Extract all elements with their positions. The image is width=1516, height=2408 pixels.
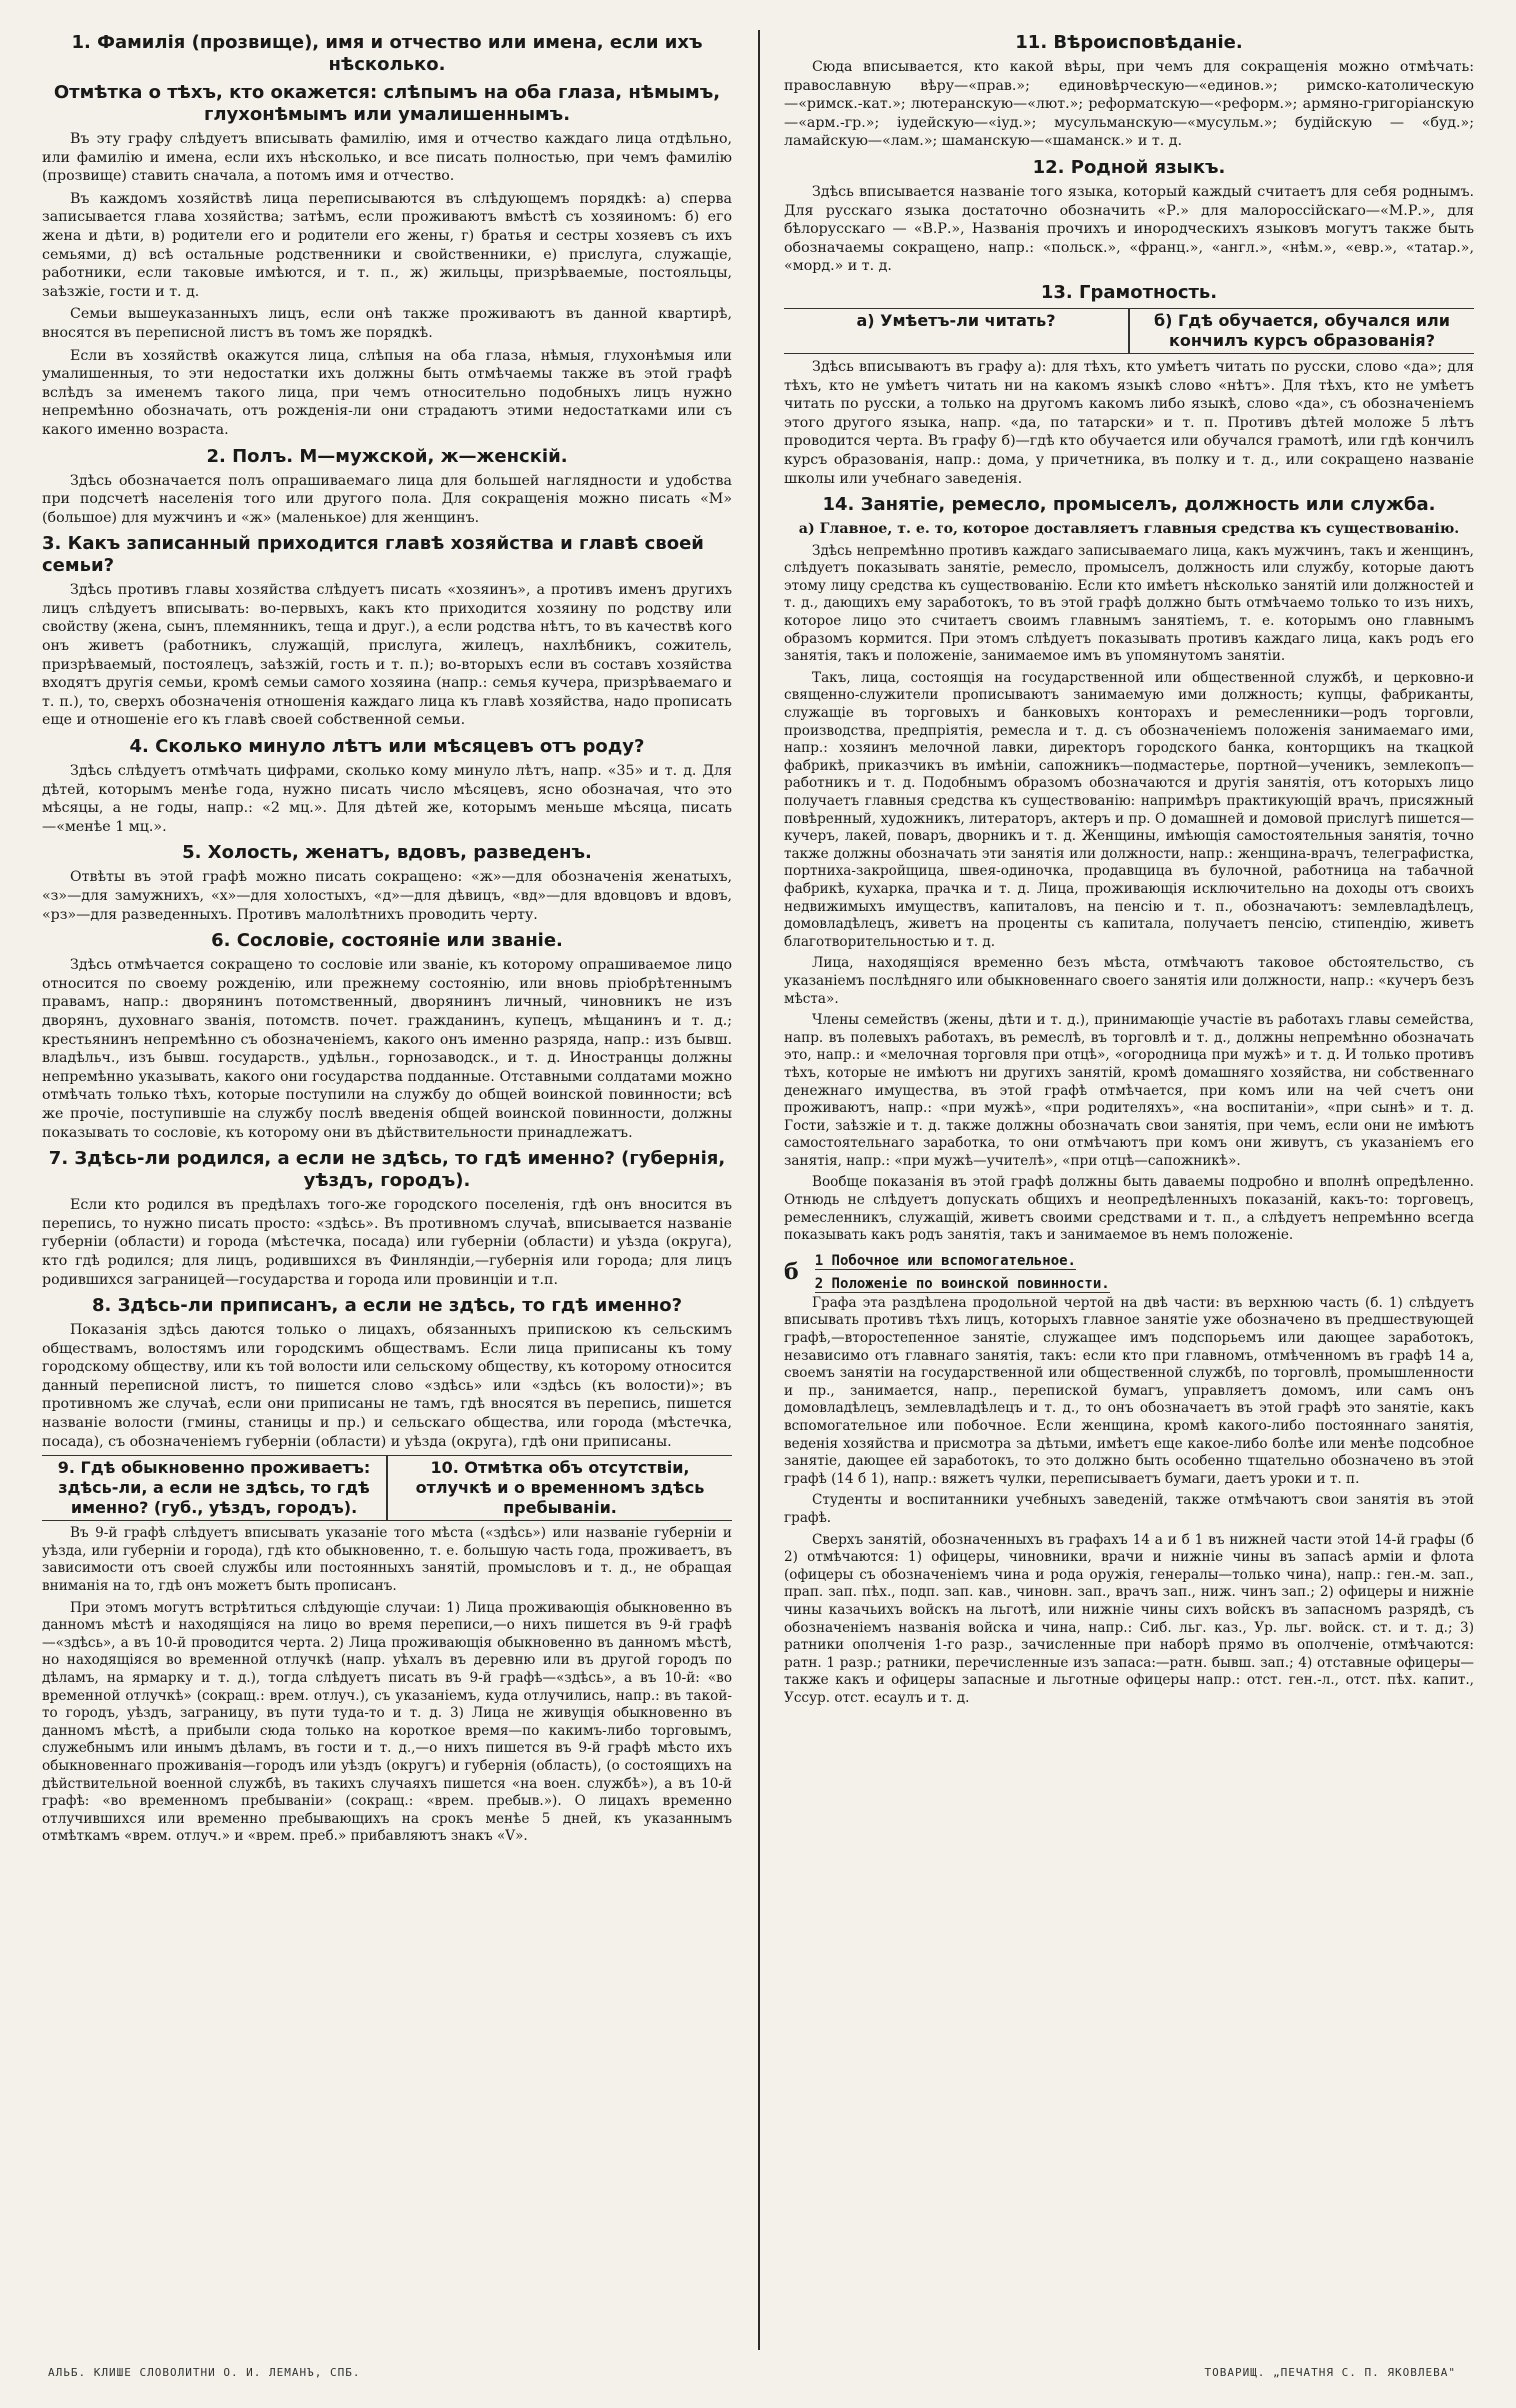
paragraph: Вообще показанія въ этой графѣ должны быть даваемы подробно и вполнѣ опредѣленно. Отнюдь не слѣдуетъ допускать общихъ и неопредѣленныхъ показаній, какъ-то: торговецъ, ремесленникъ, служащій, живетъ своими средствами и т. п., а слѣдуетъ непремѣнно всегда показывать какъ родъ занятія, такъ и занимаемое въ немъ положеніе. (784, 1174, 1474, 1244)
section-3-heading: 3. Какъ записанный приходится главѣ хозяйства и главѣ своей семьи? (42, 533, 704, 577)
section-14b-heading (784, 1249, 1474, 1295)
section-13-subheader (784, 308, 1474, 354)
paragraph: Сверхъ занятій, обозначенныхъ въ графахъ 14 а и б 1 въ нижней части этой 14-й графы (б 2) отмѣчаются: 1) офицеры, чиновники, врачи и нижніе чины въ запасѣ арміи и флота (офицеры съ обозначеніемъ чина и рода оружія, генералы—только чина), напр.: ген.-м. зап., прап. зап. пѣх., подп. зап. кав., чиновн. зап., врачъ зап., ниж. чинъ зап.; 2) офицеры и нижніе чины казачьихъ войскъ на льготѣ, или нижніе чины сихъ войскъ въ запасномъ разрядѣ, съ обозначеніемъ названія войска и чина, напр.: Сиб. льг. каз., Ур. льг. войск. ст. и т. д.; 3) ратники ополченія 1-го разр., зачисленные при наборѣ прямо въ ополченіе, отмѣчаются: ратн. 1 разр.; ратники, перечисленные изъ запаса:—ратн. бывш. зап.; 4) отставные офицеры—также какъ и офицеры запасные и льготные офицеры напр.: отст. ген.-л., отст. пѣх. капит., Уссур. отст. есаулъ и т. д. (784, 1531, 1474, 1706)
section-5-heading: 5. Холость, женатъ, вдовъ, разведенъ. (182, 842, 592, 864)
section-10-heading: 10. Отмѣтка объ отсутствіи, отлучкѣ и о временномъ здѣсь пребываніи. (386, 1456, 732, 1520)
section-13-heading: 13. Грамотность. (1040, 281, 1218, 303)
section-1-heading: 1. Фамилія (прозвище), имя и отчество или имена, если ихъ нѣсколько. (71, 32, 703, 75)
paragraph: Въ 9-й графѣ слѣдуетъ вписывать указаніе того мѣста («здѣсь») или названіе губерніи и уѣзда, или губерніи и города), гдѣ кто обыкновенно, т. е. большую часть года, проживаетъ, въ зависимости отъ своей службы или постоянныхъ занятій, промысловъ и т. д., не обращая вниманія на то, гдѣ онъ можетъ быть прописанъ. (42, 1525, 732, 1595)
section-11-heading: 11. Вѣроисповѣданіе. (1015, 32, 1243, 53)
section-14a-heading: а) Главное, т. е. то, которое доставляетъ главныя средства къ существованію. (798, 521, 1460, 538)
paragraph: Члены семействъ (жены, дѣти и т. д.), принимающіе участіе въ работахъ главы семейства, напр. въ полевыхъ работахъ, въ ремеслѣ, въ торговлѣ и т. д., должны непремѣнно обозначать это, напр.: и «мелочная торговля при отцѣ», «огородница при мужѣ» и т. д. И только противъ тѣхъ, которые не имѣютъ ни другихъ занятій, кромѣ домашняго хозяйства, ни собственнаго денежнаго имущества, въ этой графѣ отмѣчается, при комъ или на чей счетъ они проживаютъ, напр.: «при мужѣ», «при родителяхъ», «на воспитаніи», «при сынѣ» и т. д. Гости, заѣзжіе и т. д. также должны обозначать свои занятія, при чемъ, если они не имѣютъ самостоятельнаго заработка, то они отмѣчаютъ при комъ они живутъ, съ указаніемъ его занятія, напр.: «при мужѣ—учителѣ», «при отцѣ—сапожникѣ». (784, 1012, 1474, 1169)
section-9-heading: 9. Гдѣ обыкновенно проживаетъ: здѣсь-ли, а если не здѣсь, то гдѣ именно? (губ., уѣздъ, городъ). (57, 1458, 371, 1518)
paragraph: Студенты и воспитанники учебныхъ заведеній, также отмѣчаютъ свои занятія въ этой графѣ. (784, 1492, 1474, 1526)
section-8-heading: 8. Здѣсь-ли приписанъ, а если не здѣсь, то гдѣ именно? (91, 1295, 683, 1317)
section-14b-label: б (784, 1258, 799, 1285)
paragraph: Здѣсь обозначается полъ опрашиваемаго лица для большей наглядности и удобства при подсчетѣ населенія того или другого пола. Для сокращенія можно писать «М» (большое) для мужчинъ и «ж» (маленькое) для женщинъ. (42, 472, 732, 526)
paragraph: Сюда вписывается, кто какой вѣры, при чемъ для сокращенія можно отмѣчать: православную вѣру—«прав.»; единовѣрческую—«единов.»; римско-католическую—«римск.-кат.»; лютеранскую—«лют.»; реформатскую—«реформ.»; армяно-григоріанскую—«арм.-гр.»; іудейскую—«іуд.»; мусульманскую—«мусульм.»; будійскую — «буд.»; ламайскую—«лам.»; шаманскую—«шаманск.» и т. д. (784, 59, 1474, 150)
paragraph: При этомъ могутъ встрѣтиться слѣдующіе случаи: 1) Лица проживающія обыкновенно въ данномъ мѣстѣ и находящіяся на лицо во время переписи,—о нихъ пишется въ 9-й графѣ—«здѣсь», а въ 10-й проводится черта. 2) Лица проживающія обыкновенно въ данномъ мѣстѣ, но находящіяся во временной отлучкѣ (напр. уѣхалъ въ деревню или въ другой городъ по дѣламъ, на ярмарку и т. д.), тогда слѣдуетъ писать въ 9-й графѣ—«здѣсь», а въ 10-й: «во временной отлучкѣ» (сокращ.: врем. отлуч.), съ указаніемъ, куда отлучились, напр.: въ такой-то городъ, уѣздъ, заграницу, въ пути туда-то и т. д. 3) Лица не живущія обыкновенно въ данномъ мѣстѣ, а прибыли сюда только на короткое время—по какимъ-либо торговымъ, служебнымъ или инымъ дѣламъ, въ гости и т. д.,—о нихъ пишется въ 9-й графѣ мѣсто ихъ обыкновеннаго проживанія—городъ или уѣздъ (округъ) и губернія (область), (о состоящихъ на дѣйствительной военной службѣ, въ такихъ случаяхъ пишется «на воен. службѣ»), а въ 10-й графѣ: «во временномъ пребываніи» (сокращ.: «врем. пребыв.»). О лицахъ временно отлучившихся или временно пребывающихъ на срокъ менѣе 5 дней, къ указаннымъ отмѣткамъ «врем. отлуч.» и «врем. преб.» прибавляютъ знакъ «V». (42, 1599, 732, 1845)
section-7-heading: 7. Здѣсь-ли родился, а если не здѣсь, то гдѣ именно? (губернія, уѣздъ, городъ). (48, 1148, 726, 1192)
section-12-heading: 12. Родной языкъ. (1032, 156, 1226, 178)
section-1-subheading: Отмѣтка о тѣхъ, кто окажется: слѣпымъ на оба глаза, нѣмымъ, глухонѣмымъ или умалишеннымъ. (53, 82, 721, 125)
paragraph: Здѣсь вписывается названіе того языка, который каждый считаетъ для себя роднымъ. Для русскаго языка достаточно обозначить «Р.» для малороссійскаго—«М.Р.», для бѣлорусскаго — «В.Р.», Названія прочихъ и инородческихъ языковъ могутъ также быть обозначаемы сокращено, напр.: «польск.», «франц.», «англ.», «нѣм.», «евр.», «татар.», «морд.» и т. д. (784, 183, 1474, 275)
printer-imprint-left: АЛЬБ. КЛИШЕ СЛОВОЛИТНИ О. И. ЛЕМАНЪ, СПБ. (48, 2366, 361, 2379)
paragraph: Здѣсь непремѣнно противъ каждаго записываемаго лица, какъ мужчинъ, такъ и женщинъ, слѣдуетъ показывать занятіе, ремесло, промыселъ, должность или службу, которые даютъ этому лицу средства къ существованію. Если кто имѣетъ нѣсколько занятій или должностей и т. д., дающихъ ему заработокъ, то въ этой графѣ должно быть отмѣчаемо только то изъ нихъ, которое лицо это считаетъ своимъ главнымъ занятіемъ, т. е. которымъ оно главнымъ образомъ кормится. При этомъ слѣдуетъ показывать противъ каждаго лица, какъ родъ его занятія, такъ и положеніе, занимаемое имъ въ упомянутомъ занятіи. (784, 542, 1474, 665)
paragraph: Лица, находящіяся временно безъ мѣста, отмѣчаютъ таковое обстоятельство, съ указаніемъ послѣдняго или обыкновеннаго своего занятія или должности, напр.: «кучеръ безъ мѣста». (784, 955, 1474, 1007)
column-divider (758, 30, 760, 2350)
right-column (784, 26, 1474, 2356)
paragraph: Здѣсь отмѣчается сокращено то сословіе или званіе, къ которому опрашиваемое лицо относится по своему рожденію, или прежнему состоянію, или вновь пріобрѣтеннымъ правамъ, напр.: дворянинъ потомственный, дворянинъ личный, чиновникъ не изъ дворянъ, духовнаго званія, потомств. почет. гражданинъ, купецъ, мѣщанинъ и т. д.; крестьянинъ непремѣнно съ обозначеніемъ, какого онъ именно разряда, напр.: изъ бывш. владѣльч., изъ бывш. государств., удѣльн., горнозаводск., и т. д. Иностранцы должны непремѣнно указывать, какого они государства подданные. Отставными солдатами можно отмѣчать только тѣхъ, которые поступили на службу до общей воинской повинности; всѣ же прочіе, поступившіе на службу послѣ введенія общей воинской повинности, должны показывать то сословіе, къ которому они въ дѣйствительности принадлежатъ. (42, 957, 732, 1141)
paragraph: Графа эта раздѣлена продольной чертой на двѣ части: въ верхнюю часть (б. 1) слѣдуетъ вписывать противъ тѣхъ лицъ, которыхъ главное занятіе уже обозначено въ предшествующей графѣ,—второстепенное занятіе, служащее имъ подспорьемъ или дающее заработокъ, независимо отъ главнаго занятія, такъ: если кто при главномъ, отмѣченномъ въ графѣ 14 а, своемъ занятіи на государственной или общественной службѣ, по торговлѣ, промышленности и пр., занимается, напр., перепиской бумагъ, управляетъ домомъ, или самъ онъ домовладѣлецъ, землевладѣлецъ и т. д., то онъ обозначаетъ въ этой графѣ это занятіе, какъ вспомогательное или побочное. Если женщина, кромѣ какого-либо постояннаго занятія, веденія хозяйства и присмотра за дѣтьми, имѣетъ еще какое-либо болѣе или менѣе подсобное занятіе, дающее ей заработокъ, то это должно быть особенно тщательно обозначено въ этой графѣ (14 б 1), напр.: вяжетъ чулки, переписываетъ бумаги, даетъ уроки и т. п. (784, 1294, 1474, 1487)
paragraph: Семьи вышеуказанныхъ лицъ, если онѣ также проживаютъ въ данной квартирѣ, вносятся въ переписной листъ въ томъ же порядкѣ. (42, 306, 732, 341)
paragraph: Такъ, лица, состоящія на государственной или общественной службѣ, и церковно-и священно-служители прописываютъ занимаемую ими должность; купцы, фабриканты, служащіе въ торговыхъ и банковыхъ конторахъ и ремесленники—родъ торговли, производства, предпріятія, ремесла и т. д. съ обозначеніемъ положенія занимаемаго ими, напр.: хозяинъ мелочной лавки, директоръ городского банка, конторщикъ на ткацкой фабрикѣ, приказчикъ въ имѣніи, сапожникъ—подмастерье, портной—ученикъ, землекопъ—работникъ и т. д. Подобнымъ образомъ обозначаются и другія занятія, отъ которыхъ лицо получаетъ главныя средства къ существованію: напримѣръ практикующій врачъ, присяжный повѣренный, художникъ, литераторъ, актеръ и пр. О домашней и домовой прислугѣ пишется—кучеръ, лакей, поваръ, дворникъ и т. д. Женщины, имѣющія самостоятельныя занятія, точно также должны обозначать эти занятія или должности, напр.: женщина-врачъ, телеграфистка, портниха-закройщица, швея-одиночка, продавщица въ булочной, работница на табачной фабрикѣ, кухарка, прачка и т. д. Лица, проживающія исключительно на доходы отъ своихъ недвижимыхъ имуществъ, капиталовъ, на пенсію и т. п., обозначаютъ: землевладѣлецъ, домовладѣлецъ, живетъ на проценты съ капитала, получаетъ пенсію, стипендію, живетъ благотворительностью и т. д. (784, 669, 1474, 950)
paragraph: Здѣсь вписываютъ въ графу а): для тѣхъ, кто умѣетъ читать по русски, слово «да»; для тѣхъ, кто не умѣетъ читать ни на какомъ языкѣ слово «нѣтъ». Для тѣхъ, кто не умѣетъ читать по русски, а только на другомъ какомъ либо языкѣ, слово «да», съ обозначеніемъ этого другого языка, напр. «да, по татарски» и т. п. Противъ дѣтей моложе 5 лѣтъ проводится черта. Въ графу б)—гдѣ кто обучается или обучался грамотѣ, или гдѣ кончилъ курсъ образованія, напр.: дома, у причетника, въ полку и т. д., или сокращено названіе школы или учебнаго заведенія. (784, 358, 1474, 487)
section-14b1-heading: 1 Побочное или вспомогательное. (814, 1252, 1076, 1269)
paragraph: Здѣсь слѣдуетъ отмѣчать цифрами, сколько кому минуло лѣтъ, напр. «35» и т. д. Для дѣтей, которымъ менѣе года, нужно писать число мѣсяцевъ, ясно обозначая, что это мѣсяцы, а не годы, напр.: «2 мц.». Для дѣтей же, которымъ меньше мѣсяца, писать—«менѣе 1 мц.». (42, 763, 732, 835)
paragraph: Здѣсь противъ главы хозяйства слѣдуетъ писать «хозяинъ», а противъ именъ другихъ лицъ слѣдуетъ вписывать: во-первыхъ, какъ кто приходится хозяину по родству или свойству (жена, сынъ, племянникъ, теща и друг.), а если родства нѣтъ, то въ качествѣ кого онъ живетъ (работникъ, служащій, прислуга, жилецъ, нахлѣбникъ, сожитель, призрѣваемый, постоялецъ, заѣзжій, гость и т. п.); во-вторыхъ если въ составъ хозяйства входятъ другія семьи, кромѣ семьи самого хозяина (напр.: семья кучера, призрѣваемаго и т. п.), то, сверхъ обозначенія отношенія каждаго лица къ главѣ хозяйства, надо прописать еще и отношеніе его къ главѣ своей собственной семьи. (42, 582, 732, 729)
section-4-heading: 4. Сколько минуло лѣтъ или мѣсяцевъ отъ роду? (129, 736, 645, 758)
paragraph: Въ эту графу слѣдуетъ вписывать фамилію, имя и отчество каждаго лица отдѣльно, или фамилію и имена, если ихъ нѣсколько, и все писать полностью, при чемъ фамилію (прозвище) ставить сначала, а потомъ имя и отчество. (42, 131, 732, 185)
section-13b-heading: б) Гдѣ обучается, обучался или кончилъ курсъ образованія? (1128, 309, 1474, 353)
paragraph: Если въ хозяйствѣ окажутся лица, слѣпыя на оба глаза, нѣмыя, глухонѣмыя или умалишенныя, то эти недостатки ихъ должны быть отмѣчаемы также въ этой графѣ вслѣдъ за именемъ такого лица, при чемъ относительно подобныхъ лицъ нужно непремѣнно обозначать, отъ рожденія-ли они страдаютъ этими недостатками или съ какого именно возраста. (42, 347, 732, 438)
printer-imprint-right: ТОВАРИЩ. „ПЕЧАТНЯ С. П. ЯКОВЛЕВА" (1204, 2366, 1456, 2379)
left-column (42, 26, 732, 2356)
section-14-heading: 14. Занятіе, ремесло, промыселъ, должность или служба. (822, 494, 1436, 516)
section-6-heading: 6. Сословіе, состояніе или званіе. (211, 930, 563, 952)
section-14b2-heading: 2 Положеніе по воинской повинности. (814, 1275, 1110, 1292)
paragraph: Показанія здѣсь даются только о лицахъ, обязанныхъ припискою къ сельскимъ обществамъ, волостямъ или городскимъ обществамъ. Если лица приписаны къ тому городскому обществу, или къ той волости или сельскому обществу, къ которому относится данный переписной листъ, то пишется слово «здѣсь» или «здѣсь (къ волости)»; въ противномъ же случаѣ, если они приписаны не тамъ, гдѣ вносятся въ перепись, пишется названіе волости (гмины, станицы и пр.) и сельскаго общества, или города (мѣстечка, посада), съ обозначеніемъ губерніи (области) и уѣзда (округа), гдѣ они приписаны. (42, 1322, 732, 1450)
paragraph: Въ каждомъ хозяйствѣ лица переписываются въ слѣдующемъ порядкѣ: а) сперва записывается глава хозяйства; затѣмъ, если проживаютъ вмѣстѣ съ хозяиномъ: б) его жена и дѣти, в) родители его и родители его жены, г) братья и сестры хозяевъ съ ихъ семьями, д) всѣ остальные родственники и свойственники, е) прислуга, служащіе, работники, если таковые имѣются, и т. п., ж) жильцы, призрѣваемые, постояльцы, заѣзжіе, гости и т. д. (42, 190, 732, 300)
sections-9-10-header (42, 1455, 732, 1521)
paragraph: Если кто родился въ предѣлахъ того-же городского поселенія, гдѣ онъ вносится въ перепись, то нужно писать просто: «здѣсь». Въ противномъ случаѣ, вписывается названіе губерніи (области) и города (мѣстечка, посада) или губерніи (области) и уѣзда (округа), кто гдѣ родился; для лицъ, родившихся въ Финляндіи,—губернія или города; для лицъ родившихся заграницей—государства и города или провинціи и т.п. (42, 1197, 732, 1288)
paragraph: Отвѣты въ этой графѣ можно писать сокращено: «ж»—для обозначенія женатыхъ, «з»—для замужнихъ, «х»—для холостыхъ, «д»—для дѣвицъ, «вд»—для вдовцовъ и вдовъ, «рз»—для разведенныхъ. Противъ малолѣтнихъ проводить черту. (42, 869, 732, 923)
section-13a-heading: а) Умѣетъ-ли читать? (856, 310, 1056, 330)
census-instruction-page (42, 26, 1474, 2366)
section-2-heading: 2. Полъ. М—мужской, ж—женскій. (206, 445, 568, 467)
